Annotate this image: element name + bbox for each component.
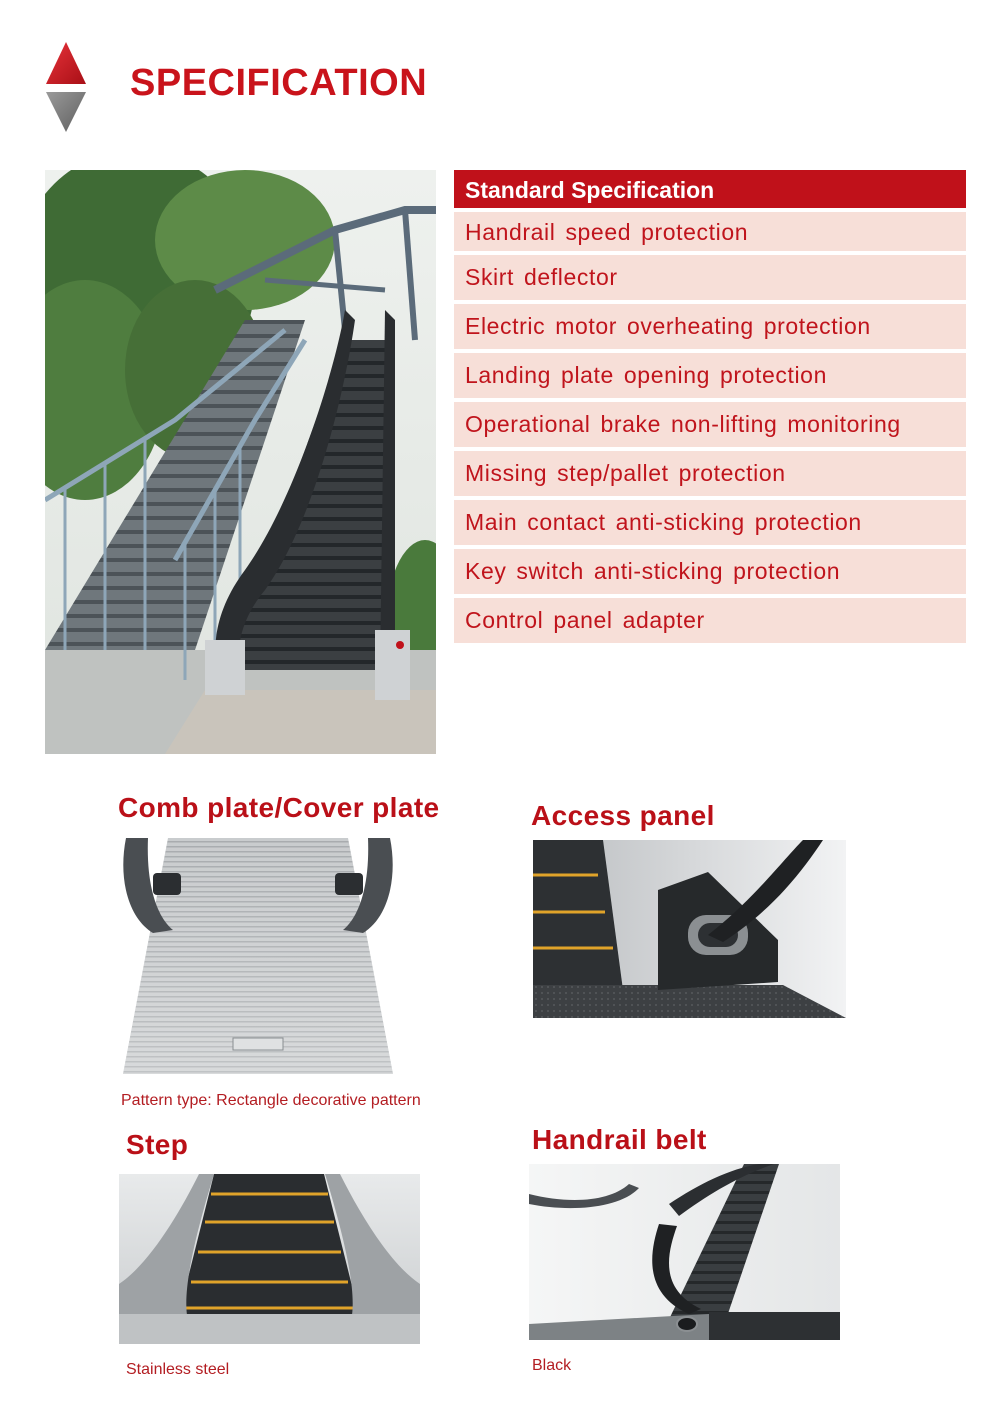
comb-plate-caption: Pattern type: Rectangle decorative pattern: [121, 1092, 421, 1109]
step-image: [119, 1174, 420, 1344]
spec-row: Key switch anti-sticking protection: [454, 549, 966, 594]
handrail-belt-image: [529, 1164, 840, 1340]
access-panel-title: Access panel: [531, 800, 715, 831]
spec-row: Missing step/pallet protection: [454, 451, 966, 496]
spec-row: Main contact anti-sticking protection: [454, 500, 966, 545]
spec-table-header: Standard Specification: [454, 170, 966, 208]
spec-row: Control panel adapter: [454, 598, 966, 643]
spec-table: [454, 170, 966, 647]
comb-plate-image: [118, 838, 398, 1078]
spec-row: Skirt deflector: [454, 255, 966, 300]
step-title: Step: [126, 1129, 189, 1160]
spec-row: Handrail speed protection: [454, 212, 966, 251]
step-caption: Stainless steel: [126, 1361, 230, 1378]
logo-arrows-icon: [44, 40, 88, 134]
page-title: SPECIFICATION: [130, 62, 428, 104]
spec-row: Electric motor overheating protection: [454, 304, 966, 349]
access-panel-image: [533, 840, 846, 1018]
escalator-photo: [45, 170, 436, 754]
handrail-belt-title: Handrail belt: [532, 1124, 707, 1155]
comb-plate-title: Comb plate/Cover plate: [118, 792, 440, 823]
spec-row: Operational brake non-lifting monitoring: [454, 402, 966, 447]
handrail-belt-caption: Black: [532, 1357, 572, 1374]
spec-row: Landing plate opening protection: [454, 353, 966, 398]
